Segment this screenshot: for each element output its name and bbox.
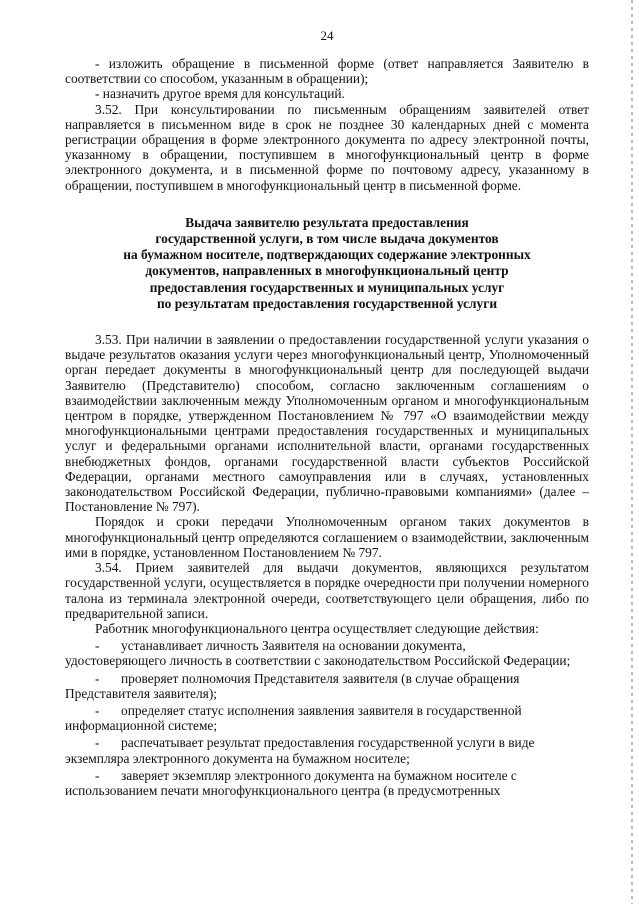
section-heading [65,215,589,312]
dash-marker: - [95,638,100,654]
paragraph-3-53: 3.53. При наличии в заявлении о предоставлении государственной услуги указания о выдаче результатов оказания услуги через многофункциональный центр, Уполномоченный орган передает документы в многофункциональный центр для последующей выдачи Заявителю (Представителю) способом, согласно заключенным соглашениям о взаимодействии заключенным между Уполномоченным органом и многофункциональным центром в порядке, утвержденном Постановлением № 797 «О взаимодействии между многофункциональными центрами предоставления государственных и муниципальных услуг и федеральными органами исполнительной власти, органами государственных внебюджетных фондов, органами государственной власти субъектов Российской Федерации, органами местного самоуправления или в случаях, установленных законодательством Российской Федерации, публично-правовыми компаниями» (далее – Постановление № 797). [65,332,589,515]
intro-line-1: - изложить обращение в письменной форме (ответ направляется Заявителю в соответствии со способом, указанным в обращении); [65,56,589,87]
paragraph-3-54-actions: Работник многофункционального центра осуществляет следующие действия: [95,620,539,636]
action-item [65,638,589,668]
heading-line: Выдача заявителю результата предоставления [185,214,469,230]
action-item-continuation: Представителя заявителя); [65,685,218,701]
action-item-continuation: использованием печати многофункционального центра (в предусмотренных [65,782,501,798]
paragraph-3-52: 3.52. При консультировании по письменным обращениям заявителей ответ направляется в письменном виде в срок не позднее 30 календарных дней с момента регистрации обращения в форме электронного документа по адресу электронной почты, указанному в обращении, поступившем в многофункциональный центр в форме электронного документа, и в письменной форме по почтовому адресу, указанному в обращении, поступившем в многофункциональный центр в письменной форме. [65,101,589,193]
action-item-continuation: информационной системе; [65,718,218,734]
heading-line: документов, направленных в многофункциональный центр [145,263,509,279]
dash-marker: - [95,670,100,686]
action-item [65,735,589,765]
scan-edge-artifact [631,0,633,904]
action-item-first-line: распечатывает результат предоставления государственной услуги в виде [121,735,535,751]
heading-line: по результатам предоставления государственной услуги [156,295,498,311]
paragraph-3-53-order: Порядок и сроки передачи Уполномоченным органом таких документов в многофункциональный центр определяются соглашением о взаимодействии, заключенным ими в порядке, установленном Постановлением № 797. [65,514,589,560]
heading-line: предоставления государственных и муниципальных услуг [149,279,505,295]
dash-marker: - [95,702,100,718]
heading-line: на бумажном носителе, подтверждающих содержание электронных [123,247,531,263]
heading-line: государственной услуги, в том числе выдача документов [155,231,499,247]
action-item [65,703,589,733]
action-item [65,671,589,701]
page-number: 24 [320,28,334,43]
action-item-first-line: заверяет экземпляр электронного документа на бумажном носителе с [121,767,517,783]
intro-line-2: - назначить другое время для консультаций. [95,86,345,102]
action-item-first-line: проверяет полномочия Представителя заявителя (в случае обращения [121,670,520,686]
action-item [65,768,589,798]
action-item-first-line: определяет статус исполнения заявления заявителя в государственной [121,702,522,718]
dash-marker: - [95,767,100,783]
action-item-continuation: экземпляра электронного документа на бумажном носителе; [65,750,410,766]
action-item-continuation: удостоверяющего личность в соответствии с законодательством Российской Федерации; [65,653,571,669]
paragraph-3-54: 3.54. Прием заявителей для выдачи документов, являющихся результатом государственной услуги, осуществляется в порядке очередности при получении номерного талона из терминала электронной очереди, соответствующего цели обращения, либо по предварительной записи. [65,560,589,621]
dash-marker: - [95,735,100,751]
action-item-first-line: устанавливает личность Заявителя на основании документа, [121,638,466,654]
